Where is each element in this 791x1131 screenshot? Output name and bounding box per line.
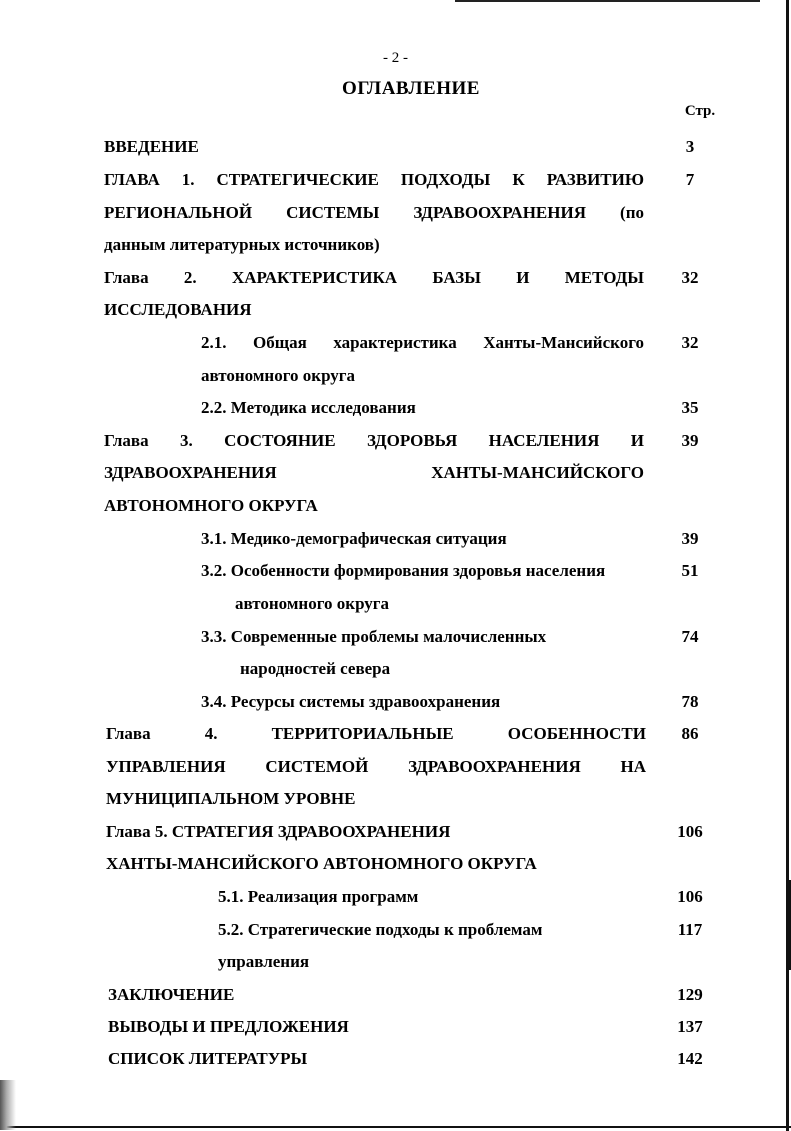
toc-chapter-1-page: 7 xyxy=(685,170,695,189)
toc-chapter-3-line-1: Глава 3. СОСТОЯНИЕ ЗДОРОВЬЯ НАСЕЛЕНИЯ И xyxy=(104,431,644,450)
toc-section-3-1-page: 39 xyxy=(681,529,699,548)
toc-findings-page: 137 xyxy=(677,1017,703,1036)
toc-chapter-1-line-2: РЕГИОНАЛЬНОЙ СИСТЕМЫ ЗДРАВООХРАНЕНИЯ (по xyxy=(104,203,644,222)
toc-section-3-4: 3.4. Ресурсы системы здравоохранения xyxy=(201,692,501,711)
toc-chapter-1-line-1: ГЛАВА 1. СТРАТЕГИЧЕСКИЕ ПОДХОДЫ К РАЗВИТИЮ xyxy=(104,170,644,189)
toc-chapter-4-line-3: МУНИЦИПАЛЬНОМ УРОВНЕ xyxy=(106,789,356,808)
toc-section-2-2: 2.2. Методика исследования xyxy=(201,398,416,417)
scan-smudge xyxy=(0,1080,16,1130)
toc-section-5-2-line-2: управления xyxy=(218,952,310,971)
toc-section-3-4-page: 78 xyxy=(681,692,699,711)
toc-section-5-2-line-1: 5.2. Стратегические подходы к проблемам xyxy=(218,920,543,939)
toc-section-3-3-line-1: 3.3. Современные проблемы малочисленных xyxy=(201,627,547,646)
toc-conclusion: ЗАКЛЮЧЕНИЕ xyxy=(108,985,235,1004)
toc-intro: ВВЕДЕНИЕ xyxy=(104,137,199,156)
toc-chapter-5-page: 106 xyxy=(677,822,703,841)
toc-section-2-1-page: 32 xyxy=(681,333,699,352)
toc-intro-page: 3 xyxy=(685,137,695,156)
toc-chapter-5-line-2: ХАНТЫ-МАНСИЙСКОГО АВТОНОМНОГО ОКРУГА xyxy=(106,854,537,873)
scan-edge-bottom xyxy=(0,1126,791,1128)
toc-chapter-1-line-3: данным литературных источников) xyxy=(104,235,380,254)
scan-edge-top xyxy=(455,0,760,2)
toc-section-3-1: 3.1. Медико-демографическая ситуация xyxy=(201,529,507,548)
toc-chapter-4-page: 86 xyxy=(681,724,699,743)
page-column-label: Стр. xyxy=(684,103,716,119)
toc-chapter-4-line-1: Глава 4. ТЕРРИТОРИАЛЬНЫЕ ОСОБЕННОСТИ xyxy=(106,724,646,743)
toc-findings: ВЫВОДЫ И ПРЕДЛОЖЕНИЯ xyxy=(108,1017,349,1036)
toc-references-page: 142 xyxy=(677,1049,703,1068)
toc-section-5-1: 5.1. Реализация программ xyxy=(218,887,419,906)
toc-chapter-3-line-3: АВТОНОМНОГО ОКРУГА xyxy=(104,496,318,515)
toc-chapter-5-line-1: Глава 5. СТРАТЕГИЯ ЗДРАВООХРАНЕНИЯ xyxy=(106,822,451,841)
toc-references: СПИСОК ЛИТЕРАТУРЫ xyxy=(108,1049,308,1068)
toc-section-5-2-page: 117 xyxy=(677,920,703,939)
toc-section-3-2-page: 51 xyxy=(681,561,699,580)
toc-chapter-3-page: 39 xyxy=(681,431,699,450)
toc-section-2-1-line-1: 2.1. Общая характеристика Ханты-Мансийского xyxy=(201,333,644,352)
toc-section-3-3-page: 74 xyxy=(681,627,699,646)
toc-chapter-3-line-2: ЗДРАВООХРАНЕНИЯ ХАНТЫ-МАНСИЙСКОГО xyxy=(104,463,644,482)
toc-chapter-2-line-2: ИССЛЕДОВАНИЯ xyxy=(104,300,252,319)
page-number: - 2 - xyxy=(383,50,408,66)
toc-section-3-2-line-1: 3.2. Особенности формирования здоровья населения xyxy=(201,561,606,580)
toc-section-3-3-line-2: народностей севера xyxy=(240,659,391,678)
page-title: ОГЛАВЛЕНИЕ xyxy=(342,78,480,99)
toc-chapter-4-line-2: УПРАВЛЕНИЯ СИСТЕМОЙ ЗДРАВООХРАНЕНИЯ НА xyxy=(106,757,646,776)
toc-section-5-1-page: 106 xyxy=(677,887,703,906)
toc-chapter-2-line-1: Глава 2. ХАРАКТЕРИСТИКА БАЗЫ И МЕТОДЫ xyxy=(104,268,644,287)
toc-section-2-1-line-2: автономного округа xyxy=(201,366,356,385)
toc-chapter-2-page: 32 xyxy=(681,268,699,287)
toc-section-2-2-page: 35 xyxy=(681,398,699,417)
toc-conclusion-page: 129 xyxy=(677,985,703,1004)
toc-section-3-2-line-2: автономного округа xyxy=(235,594,390,613)
